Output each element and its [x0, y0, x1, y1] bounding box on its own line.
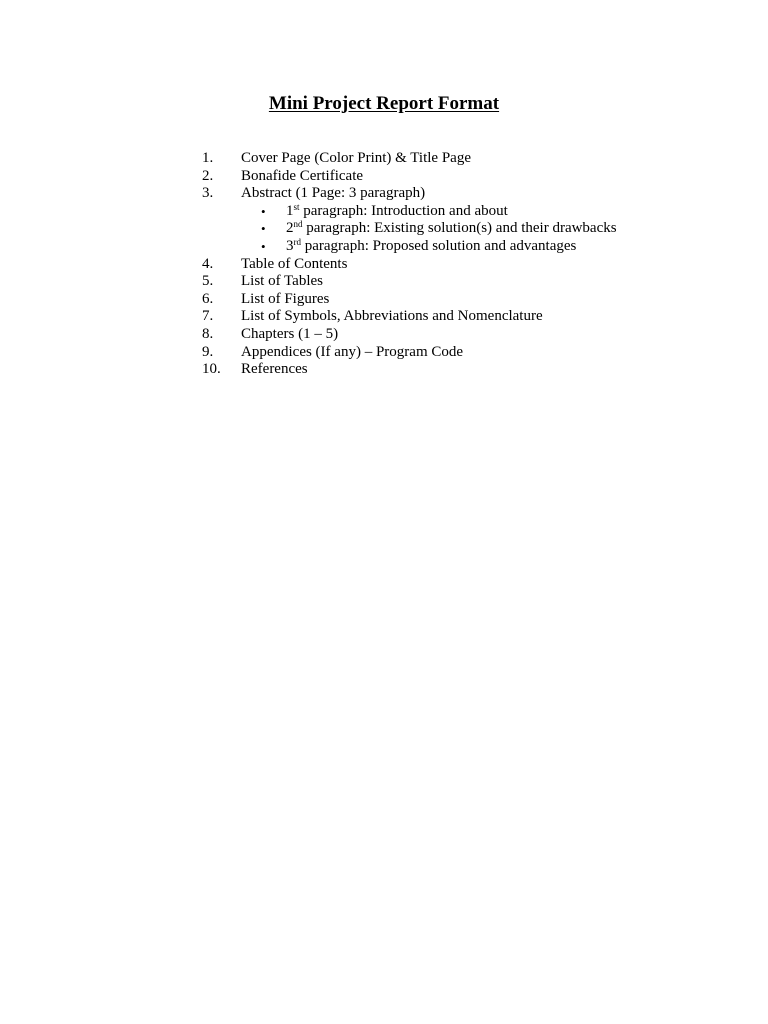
- bullet-description: paragraph: Existing solution(s) and their drawbacks: [302, 220, 617, 237]
- list-item: [0, 273, 768, 291]
- item-number: 9.: [202, 343, 214, 360]
- item-text: Table of Contents: [241, 255, 348, 272]
- abstract-bullet-item: [0, 220, 768, 238]
- item-number: 1.: [202, 150, 214, 166]
- bullet-icon: •: [261, 238, 266, 254]
- item-text: List of Symbols, Abbreviations and Nomenclature: [241, 308, 543, 325]
- bullet-ordinal-suffix: st: [293, 201, 300, 212]
- item-text: Abstract (1 Page: 3 paragraph): [241, 185, 426, 202]
- bullet-text: [286, 220, 617, 238]
- bullet-text: [286, 203, 508, 221]
- item-number: 7.: [202, 308, 214, 325]
- item-number: 10.: [202, 361, 221, 378]
- item-number: 6.: [202, 290, 214, 307]
- item-text: Bonafide Certificate: [241, 167, 364, 184]
- report-format-list: [0, 150, 768, 379]
- bullet-description: paragraph: Introduction and about: [299, 202, 508, 219]
- item-text: List of Tables: [241, 273, 323, 290]
- item-number: 5.: [202, 273, 214, 290]
- item-text: List of Figures: [241, 290, 330, 307]
- bullet-text: [286, 238, 576, 256]
- bullet-ordinal-suffix: nd: [293, 219, 303, 230]
- item-number: 8.: [202, 325, 214, 342]
- bullet-ordinal-number: 3: [286, 237, 294, 254]
- list-item: [0, 291, 768, 309]
- bullet-icon: •: [261, 203, 266, 219]
- page-title: Mini Project Report Format: [268, 93, 500, 114]
- list-item: [0, 168, 768, 186]
- bullet-ordinal-suffix: rd: [293, 236, 301, 247]
- bullet-ordinal-number: 1: [286, 202, 294, 219]
- item-text: Appendices (If any) – Program Code: [241, 343, 464, 360]
- item-text: Cover Page (Color Print) & Title Page: [241, 150, 471, 166]
- item-number: 3.: [202, 185, 214, 202]
- list-item: [0, 256, 768, 274]
- list-item: [0, 344, 768, 362]
- abstract-bullet-item: [0, 203, 768, 221]
- list-item: [0, 326, 768, 344]
- list-item: [0, 185, 768, 203]
- bullet-icon: •: [261, 221, 266, 237]
- list-item: [0, 308, 768, 326]
- bullet-description: paragraph: Proposed solution and advantages: [301, 237, 577, 254]
- item-number: 2.: [202, 167, 214, 184]
- list-item: [0, 150, 768, 168]
- list-item: [0, 361, 768, 379]
- bullet-ordinal-number: 2: [286, 220, 294, 237]
- item-number: 4.: [202, 255, 214, 272]
- abstract-bullet-item: [0, 238, 768, 256]
- item-text: Chapters (1 – 5): [241, 325, 339, 342]
- item-text: References: [241, 361, 308, 378]
